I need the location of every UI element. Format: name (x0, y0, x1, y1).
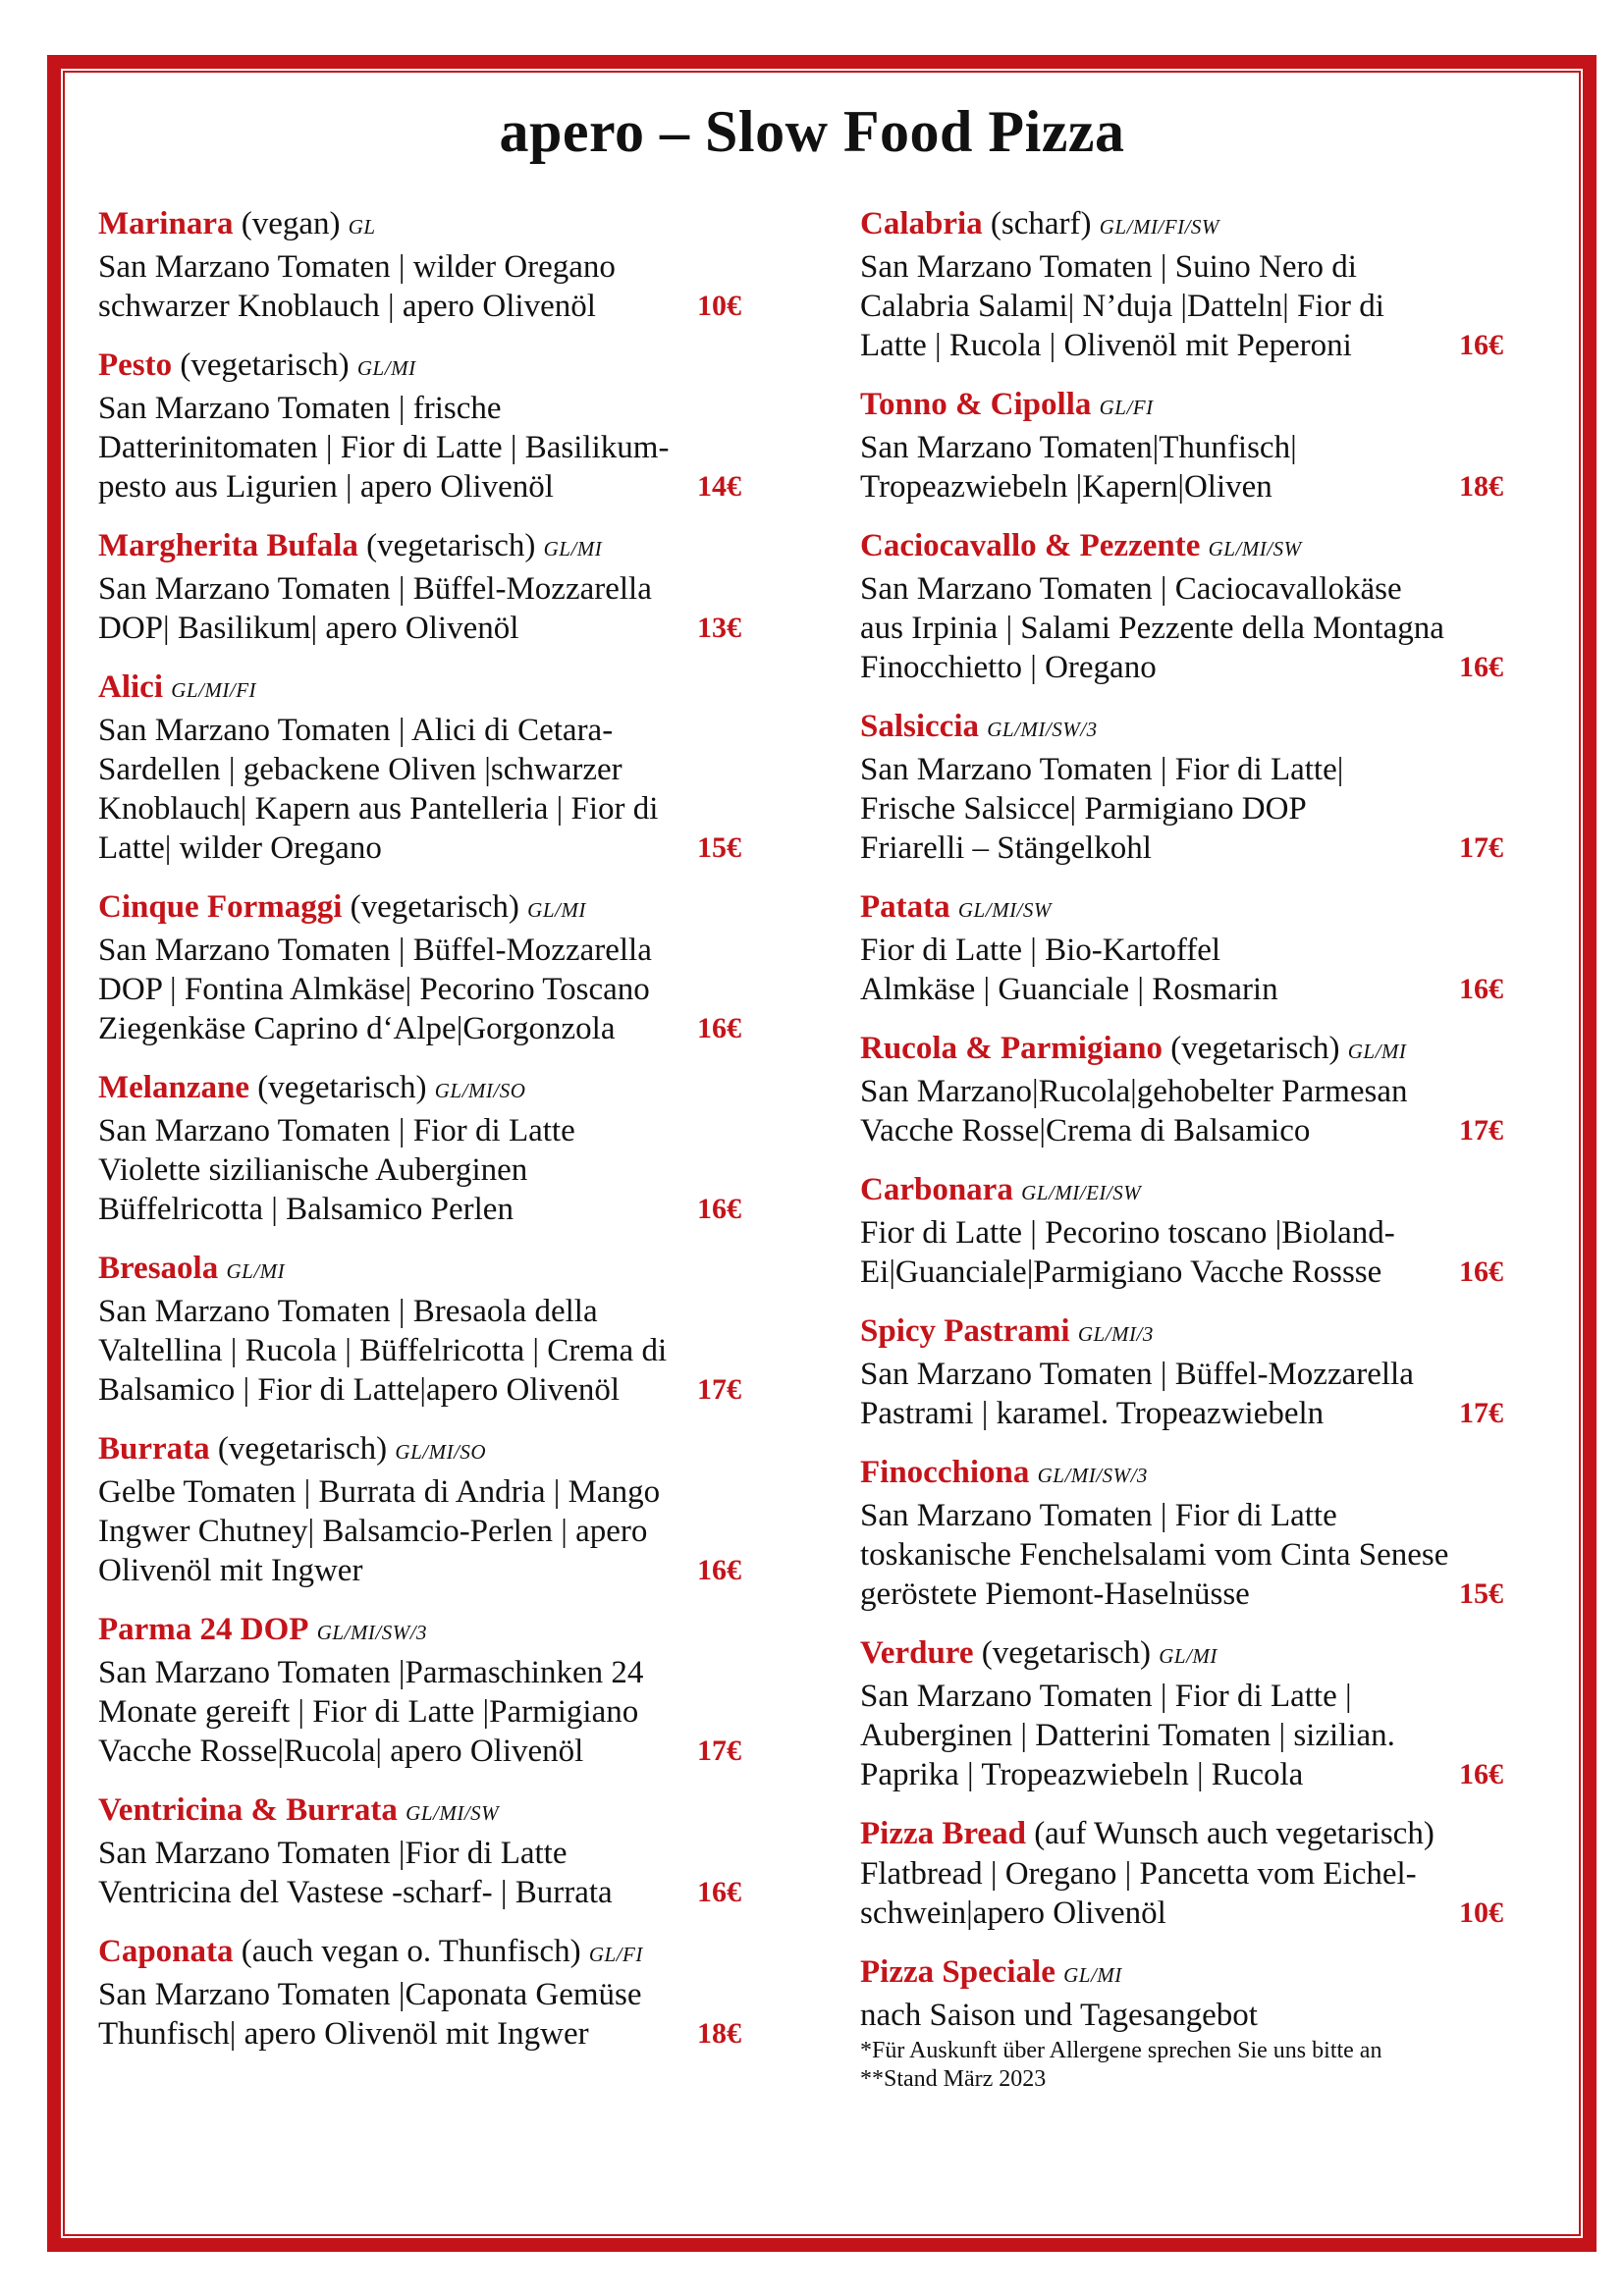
item-allergens: GL/FI (588, 1943, 643, 1966)
item-note: (scharf) (990, 206, 1092, 241)
item-name: Salsiccia (860, 709, 979, 744)
item-description-text: San Marzano Tomaten |Fior di Latte (98, 1836, 568, 1871)
item-description-line (98, 1834, 756, 1873)
item-description-line (860, 1394, 1538, 1433)
item-header (860, 1952, 1538, 1996)
menu-item (98, 1790, 756, 1912)
menu-item (98, 204, 756, 326)
item-description-line (98, 247, 756, 287)
item-header (98, 1429, 756, 1472)
item-name: Caciocavallo & Pezzente (860, 528, 1201, 563)
item-description-text: Knoblauch| Kapern aus Pantelleria | Fior di (98, 791, 659, 827)
item-description-line (860, 428, 1538, 467)
item-description-line (860, 1716, 1538, 1755)
item-header (860, 526, 1538, 569)
item-description-line (98, 970, 756, 1009)
menu-item (98, 1610, 756, 1771)
item-note: (vegetarisch) (1170, 1031, 1340, 1066)
item-description-line (98, 931, 756, 970)
item-description-line (98, 1150, 756, 1190)
item-description-text: San Marzano Tomaten | Büffel-Mozzarella (98, 933, 652, 968)
item-name: Calabria (860, 206, 983, 241)
item-description-line (98, 1190, 756, 1229)
item-name: Caponata (98, 1934, 234, 1969)
item-description-text: DOP | Fontina Almkäse| Pecorino Toscano (98, 972, 650, 1007)
item-description-line (98, 1009, 756, 1048)
item-description-text: nach Saison und Tagesangebot (860, 1998, 1258, 2033)
item-note: (vegetarisch) (350, 889, 519, 925)
item-name: Pizza Bread (860, 1816, 1026, 1851)
item-name: Parma 24 DOP (98, 1612, 309, 1647)
item-name: Rucola & Parmigiano (860, 1031, 1163, 1066)
item-description-text: San Marzano Tomaten | Fior di Latte | (860, 1679, 1352, 1714)
item-allergens: GL/MI/SW (406, 1801, 500, 1825)
menu-item (860, 526, 1538, 687)
item-description-text: San Marzano Tomaten | Fior di Latte| (860, 752, 1344, 787)
item-description-text: Balsamico | Fior di Latte|apero Olivenöl (98, 1372, 620, 1408)
item-description-text: Pastrami | karamel. Tropeazwiebeln (860, 1396, 1325, 1431)
item-description-line (860, 609, 1538, 648)
item-description-text: San Marzano Tomaten | Bresaola della (98, 1294, 598, 1329)
left-column (98, 204, 756, 2073)
item-price: 16€ (697, 1554, 741, 1586)
item-description-text: Ei|Guanciale|Parmigiano Vacche Rossse (860, 1255, 1382, 1290)
item-note: (vegetarisch) (217, 1431, 388, 1467)
item-allergens: GL/MI/SW (1208, 537, 1302, 561)
item-header (860, 1029, 1538, 1072)
item-description-line (98, 287, 756, 326)
item-description-line (860, 1575, 1538, 1614)
item-name: Marinara (98, 206, 234, 241)
item-header (98, 204, 756, 247)
item-header (98, 526, 756, 569)
item-description-line (98, 1512, 756, 1551)
page-title: apero – Slow Food Pizza (499, 99, 1125, 164)
item-header (98, 346, 756, 389)
item-description-line (860, 1677, 1538, 1716)
item-description-text: Thunfisch| apero Olivenöl mit Ingwer (98, 2016, 589, 2052)
item-description-text: San Marzano Tomaten | Suino Nero di (860, 249, 1357, 285)
item-header (860, 707, 1538, 750)
item-description-line (98, 828, 756, 868)
menu-item (860, 1311, 1538, 1433)
item-allergens: GL/MI/SW (957, 898, 1052, 922)
item-note: (vegetarisch) (257, 1070, 427, 1105)
item-description-text: schwein|apero Olivenöl (860, 1896, 1166, 1931)
item-description-text: Fior di Latte | Bio-Kartoffel (860, 933, 1221, 968)
item-description-text: Vacche Rosse|Crema di Balsamico (860, 1113, 1311, 1148)
item-description-text: San Marzano Tomaten |Parmaschinken 24 (98, 1655, 644, 1690)
menu-item (860, 1633, 1538, 1794)
item-allergens: GL (348, 215, 376, 239)
item-description-line (860, 1213, 1538, 1253)
item-description-line (860, 569, 1538, 609)
item-price: 16€ (1459, 973, 1503, 1005)
item-allergens: GL/MI/SO (434, 1079, 526, 1102)
item-description-text: Calabria Salami| N’duja |Datteln| Fior di (860, 289, 1384, 324)
item-header (98, 1249, 756, 1292)
item-description-line (98, 1732, 756, 1771)
item-allergens: GL/MI (226, 1259, 286, 1283)
menu-item (860, 1453, 1538, 1614)
item-note: (vegetarisch) (981, 1635, 1151, 1671)
item-description-text: toskanische Fenchelsalami vom Cinta Senese (860, 1537, 1449, 1573)
item-description-text: Olivenöl mit Ingwer (98, 1553, 363, 1588)
menu-item (860, 1952, 1538, 2035)
item-name: Spicy Pastrami (860, 1313, 1070, 1349)
item-price: 10€ (697, 290, 741, 322)
item-allergens: GL/FI (1099, 396, 1154, 419)
menu-item (860, 1170, 1538, 1292)
item-name: Pizza Speciale (860, 1954, 1056, 1990)
item-description-line (98, 609, 756, 648)
item-price: 17€ (1459, 831, 1503, 864)
menu-item (98, 887, 756, 1048)
item-description-line (860, 931, 1538, 970)
item-name: Bresaola (98, 1251, 219, 1286)
item-name: Melanzane (98, 1070, 249, 1105)
item-description-line (98, 467, 756, 507)
item-description-text: Flatbread | Oregano | Pancetta vom Eichel- (860, 1856, 1417, 1892)
item-note: (vegetarisch) (180, 347, 350, 383)
item-price: 17€ (1459, 1114, 1503, 1147)
item-description-line (98, 1111, 756, 1150)
item-description-text: San Marzano Tomaten | wilder Oregano (98, 249, 616, 285)
item-name: Verdure (860, 1635, 974, 1671)
item-name: Alici (98, 669, 163, 705)
footnote-allergens: *Für Auskunft über Allergene sprechen Sie uns bitte an (860, 2038, 1382, 2063)
item-header (98, 1932, 756, 1975)
item-description-text: Ventricina del Vastese -scharf- | Burrata (98, 1875, 613, 1910)
item-header (98, 1068, 756, 1111)
item-name: Carbonara (860, 1172, 1013, 1207)
item-description-text: San Marzano Tomaten |Caponata Gemüse (98, 1977, 642, 2012)
item-description-line (98, 1292, 756, 1331)
item-description-line (98, 1370, 756, 1410)
item-description-text: aus Irpinia | Salami Pezzente della Montagna (860, 611, 1444, 646)
item-name: Patata (860, 889, 950, 925)
item-price: 18€ (1459, 470, 1503, 503)
item-name: Pesto (98, 347, 173, 383)
item-allergens: GL/MI/SO (395, 1440, 487, 1464)
item-description-text: Monate gereift | Fior di Latte |Parmigiano (98, 1694, 639, 1730)
item-description-text: geröstete Piemont-Haselnüsse (860, 1576, 1250, 1612)
item-price: 16€ (1459, 329, 1503, 361)
item-description-text: Ingwer Chutney| Balsamcio-Perlen | apero (98, 1514, 648, 1549)
item-description-line (860, 1253, 1538, 1292)
item-description-text: San Marzano|Rucola|gehobelter Parmesan (860, 1074, 1408, 1109)
item-description-line (98, 1975, 756, 2014)
menu-item (98, 346, 756, 507)
item-header (98, 887, 756, 931)
item-description-text: pesto aus Ligurien | apero Olivenöl (98, 469, 554, 505)
menu-item (860, 887, 1538, 1009)
item-description-text: Gelbe Tomaten | Burrata di Andria | Mango (98, 1474, 661, 1510)
menu-item (98, 1068, 756, 1229)
item-price: 16€ (1459, 1255, 1503, 1288)
item-header (860, 1453, 1538, 1496)
item-note: (vegetarisch) (366, 528, 536, 563)
item-price: 16€ (697, 1876, 741, 1908)
item-allergens: GL/MI (1159, 1644, 1218, 1668)
item-price: 16€ (697, 1012, 741, 1044)
item-allergens: GL/MI (356, 356, 416, 380)
item-description-line (860, 326, 1538, 365)
item-price: 14€ (697, 470, 741, 503)
item-note: (auch vegan o. Thunfisch) (241, 1934, 581, 1969)
item-description-line (860, 1996, 1538, 2035)
item-description-text: San Marzano Tomaten | Büffel-Mozzarella (98, 571, 652, 607)
item-description-line (98, 1551, 756, 1590)
menu-item (860, 204, 1538, 365)
item-description-line (860, 1496, 1538, 1535)
item-description-line (860, 1894, 1538, 1933)
item-price: 17€ (1459, 1397, 1503, 1429)
item-price: 10€ (1459, 1896, 1503, 1929)
item-description-text: DOP| Basilikum| apero Olivenöl (98, 611, 519, 646)
right-items (860, 204, 1538, 2035)
item-description-line (860, 1755, 1538, 1794)
item-allergens: GL/MI/3 (1077, 1322, 1154, 1346)
item-price: 16€ (697, 1193, 741, 1225)
item-name: Tonno & Cipolla (860, 387, 1092, 422)
item-description-line (98, 569, 756, 609)
item-description-text: San Marzano Tomaten | Büffel-Mozzarella (860, 1357, 1414, 1392)
item-price: 16€ (1459, 1758, 1503, 1790)
item-name: Ventricina & Burrata (98, 1792, 398, 1828)
item-note: (vegan) (241, 206, 341, 241)
item-header (860, 1170, 1538, 1213)
item-allergens: GL/MI/SW/3 (316, 1621, 428, 1644)
item-name: Margherita Bufala (98, 528, 358, 563)
item-description-text: Frische Salsicce| Parmigiano DOP (860, 791, 1307, 827)
item-description-text: San Marzano Tomaten | Caciocavallokäse (860, 571, 1402, 607)
item-description-line (98, 2014, 756, 2054)
item-description-text: Paprika | Tropeazwiebeln | Rucola (860, 1757, 1304, 1792)
item-allergens: GL/MI (1063, 1963, 1122, 1987)
menu-item (98, 526, 756, 648)
item-description-text: Datterinitomaten | Fior di Latte | Basilikum- (98, 430, 670, 465)
item-description-line (860, 970, 1538, 1009)
item-header (860, 385, 1538, 428)
item-description-text: Finocchietto | Oregano (860, 650, 1157, 685)
item-allergens: GL/MI/SW/3 (1037, 1464, 1148, 1487)
item-allergens: GL/MI/FI/SW (1099, 215, 1219, 239)
item-description-text: Ziegenkäse Caprino d‘Alpe|Gorgonzola (98, 1011, 616, 1046)
item-price: 17€ (697, 1735, 741, 1767)
item-name: Burrata (98, 1431, 210, 1467)
item-description-line (860, 287, 1538, 326)
item-description-text: Latte| wilder Oregano (98, 830, 382, 866)
item-allergens: GL/MI/SW/3 (987, 718, 1098, 741)
menu-item (98, 1932, 756, 2054)
item-description-line (860, 1535, 1538, 1575)
footnotes (860, 2037, 1538, 2094)
item-allergens: GL/MI/FI (171, 678, 257, 702)
item-description-text: Friarelli – Stängelkohl (860, 830, 1152, 866)
item-description-line (98, 1873, 756, 1912)
item-description-text: San Marzano Tomaten|Thunfisch| (860, 430, 1297, 465)
item-price: 15€ (1459, 1577, 1503, 1610)
item-name: Cinque Formaggi (98, 889, 343, 925)
item-price: 13€ (697, 612, 741, 644)
item-header (860, 1311, 1538, 1355)
item-description-line (98, 1653, 756, 1692)
item-header (860, 1633, 1538, 1677)
item-description-text: Latte | Rucola | Olivenöl mit Peperoni (860, 328, 1352, 363)
menu-item (860, 707, 1538, 868)
item-description-line (860, 247, 1538, 287)
item-description-line (98, 789, 756, 828)
item-description-text: schwarzer Knoblauch | apero Olivenöl (98, 289, 596, 324)
item-description-text: Büffelricotta | Balsamico Perlen (98, 1192, 514, 1227)
item-description-line (860, 1111, 1538, 1150)
item-allergens: GL/MI (527, 898, 586, 922)
item-price: 18€ (697, 2017, 741, 2050)
item-description-text: Sardellen | gebackene Oliven |schwarzer (98, 752, 623, 787)
item-description-line (98, 711, 756, 750)
item-description-line (98, 750, 756, 789)
item-description-line (860, 750, 1538, 789)
item-header (860, 887, 1538, 931)
item-description-line (98, 428, 756, 467)
item-description-text: San Marzano Tomaten | frische (98, 391, 502, 426)
item-description-text: Violette sizilianische Auberginen (98, 1152, 528, 1188)
right-column (860, 204, 1538, 2094)
item-price: 15€ (697, 831, 741, 864)
item-description-line (860, 1854, 1538, 1894)
item-header (860, 1814, 1538, 1854)
item-description-line (860, 789, 1538, 828)
item-description-line (98, 1331, 756, 1370)
item-header (98, 1610, 756, 1653)
item-description-text: Vacche Rosse|Rucola| apero Olivenöl (98, 1734, 584, 1769)
item-header (98, 667, 756, 711)
item-description-line (860, 1355, 1538, 1394)
item-description-text: Fior di Latte | Pecorino toscano |Bioland- (860, 1215, 1395, 1251)
item-description-text: San Marzano Tomaten | Fior di Latte (860, 1498, 1337, 1533)
item-description-text: Valtellina | Rucola | Büffelricotta | Crema di (98, 1333, 668, 1368)
item-description-text: Almkäse | Guanciale | Rosmarin (860, 972, 1278, 1007)
item-header (98, 1790, 756, 1834)
item-description-line (98, 1692, 756, 1732)
item-description-text: San Marzano Tomaten | Fior di Latte (98, 1113, 575, 1148)
menu-item (98, 1429, 756, 1590)
item-description-line (98, 389, 756, 428)
item-name: Finocchiona (860, 1455, 1030, 1490)
item-price: 16€ (1459, 651, 1503, 683)
item-description-line (860, 828, 1538, 868)
menu-item (98, 667, 756, 868)
item-description-text: Tropeazwiebeln |Kapern|Oliven (860, 469, 1272, 505)
item-description-line (860, 467, 1538, 507)
item-description-line (860, 1072, 1538, 1111)
item-description-text: Auberginen | Datterini Tomaten | sizilian. (860, 1718, 1395, 1753)
item-allergens: GL/MI (1347, 1040, 1407, 1063)
item-description-text: San Marzano Tomaten | Alici di Cetara- (98, 713, 614, 748)
footnote-date: **Stand März 2023 (860, 2066, 1047, 2092)
menu-item (860, 385, 1538, 507)
menu-item (860, 1814, 1538, 1933)
menu-item (98, 1249, 756, 1410)
menu-item (860, 1029, 1538, 1150)
item-description-line (860, 648, 1538, 687)
item-allergens: GL/MI/EI/SW (1021, 1181, 1142, 1204)
item-note: (auf Wunsch auch vegetarisch) (1034, 1816, 1435, 1851)
item-header (860, 204, 1538, 247)
item-price: 17€ (697, 1373, 741, 1406)
item-description-line (98, 1472, 756, 1512)
item-allergens: GL/MI (543, 537, 603, 561)
